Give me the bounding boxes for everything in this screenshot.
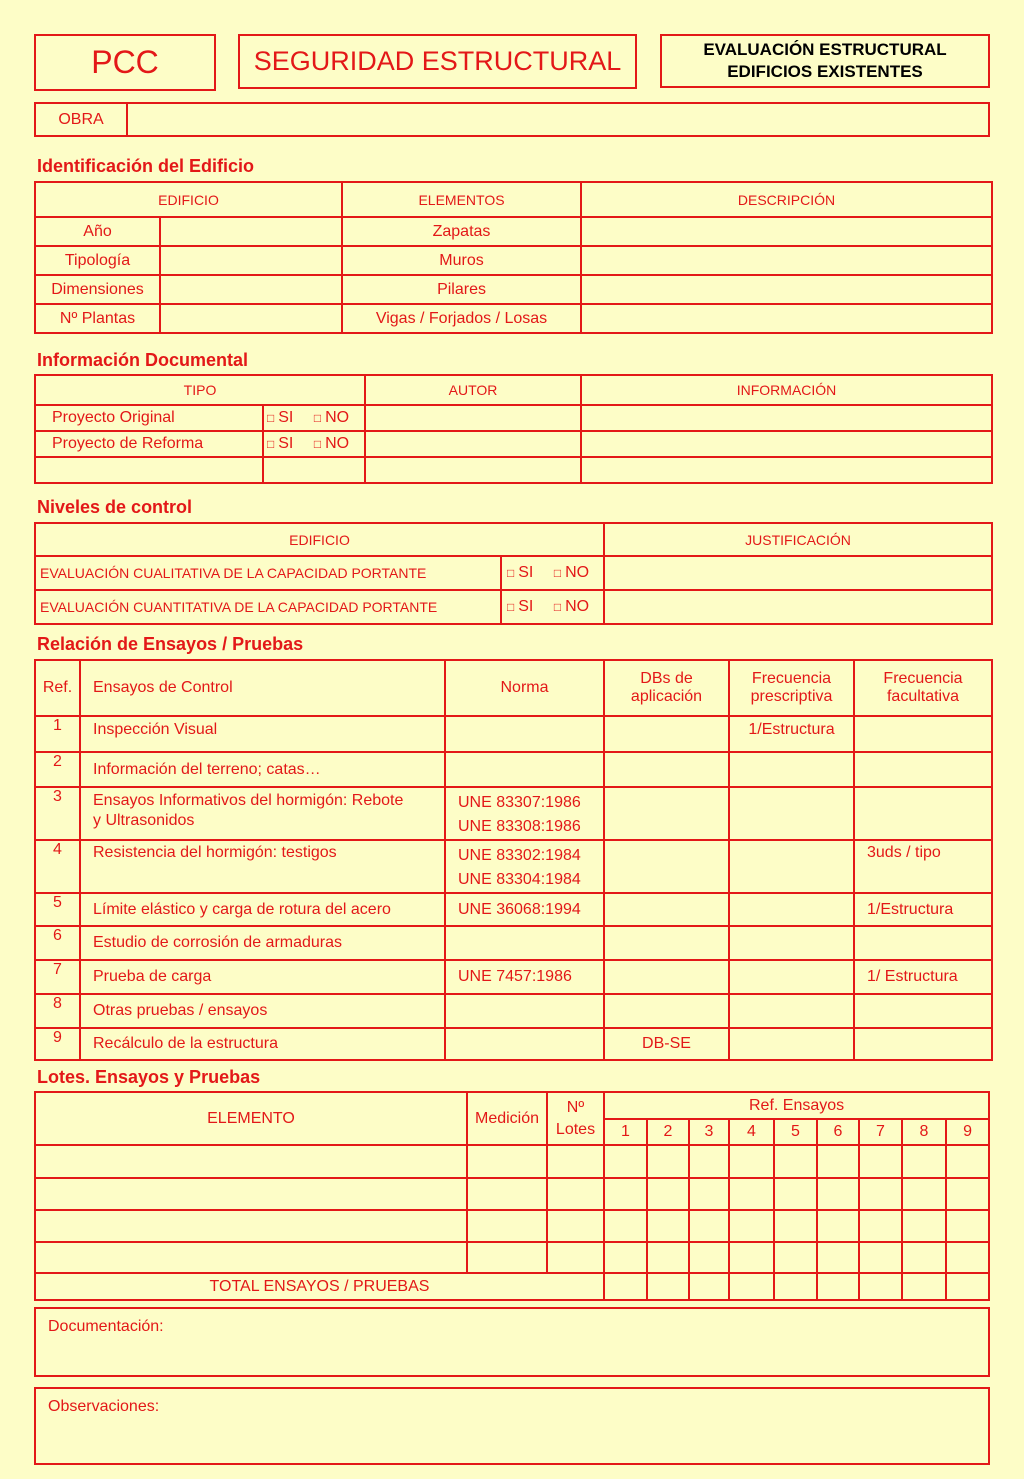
documentacion-box[interactable]	[34, 1307, 990, 1377]
description-cell[interactable]	[581, 275, 992, 304]
si-checkbox[interactable]	[507, 598, 533, 615]
ensayo-row	[35, 840, 992, 893]
elemento-cell[interactable]	[35, 1242, 467, 1273]
lotes-row	[35, 1210, 989, 1242]
niveles-header-row	[35, 523, 992, 556]
total-cell[interactable]	[946, 1273, 989, 1300]
lotes-row	[35, 1145, 989, 1178]
observaciones-box[interactable]	[34, 1387, 990, 1465]
nivel-label: EVALUACIÓN CUALITATIVA DE LA CAPACIDAD PORTANTE	[35, 556, 501, 590]
identificacion-header-row	[35, 182, 992, 217]
no-label: NO	[565, 598, 590, 615]
niveles-table	[34, 522, 993, 625]
medicion-cell[interactable]	[467, 1178, 547, 1210]
ensayo-label: Límite elástico y carga de rotura del acero	[93, 900, 391, 918]
si-no-cell[interactable]	[263, 457, 365, 483]
row-label: Nº Plantas	[35, 304, 160, 333]
lotes-row	[35, 1242, 989, 1273]
ref-cell[interactable]	[774, 1242, 817, 1273]
ref-cell: 8	[35, 994, 80, 1028]
ref-cell[interactable]	[647, 1145, 689, 1178]
ref-cell[interactable]	[647, 1242, 689, 1273]
total-cell[interactable]	[729, 1273, 774, 1300]
norma-label-2: UNE 83304:1984	[458, 871, 581, 888]
ref-cell: 6	[35, 926, 80, 960]
ref-cell: 9	[35, 1028, 80, 1060]
si-no-cell	[501, 556, 604, 590]
fac-cell	[854, 787, 992, 840]
medicion-cell[interactable]	[467, 1210, 547, 1242]
ref-cell[interactable]	[604, 1145, 647, 1178]
header-lotes-line-2: Lotes	[555, 1120, 596, 1138]
ref-cell[interactable]	[774, 1210, 817, 1242]
header-dbs-line-1: DBs de	[640, 670, 693, 687]
ensayo-row	[35, 787, 992, 840]
ref-cell[interactable]	[689, 1178, 729, 1210]
value-cell[interactable]	[160, 304, 342, 333]
autor-cell[interactable]	[365, 405, 581, 431]
ref-number: 6	[817, 1119, 859, 1145]
elemento-cell[interactable]	[35, 1145, 467, 1178]
db-cell: DB-SE	[604, 1028, 729, 1060]
total-cell[interactable]	[647, 1273, 689, 1300]
checkbox-icon: □	[507, 600, 515, 614]
header-descripcion: DESCRIPCIÓN	[581, 182, 992, 217]
ensayo-label: Inspección Visual	[93, 721, 218, 738]
informacion-cell[interactable]	[581, 405, 992, 431]
ensayo-row	[35, 716, 992, 752]
justificacion-cell[interactable]	[604, 590, 992, 624]
ensayos-table	[34, 659, 993, 1061]
ensayo-row	[35, 960, 992, 994]
ensayo-row	[35, 994, 992, 1028]
fac-cell	[854, 994, 992, 1028]
presc-cell: 1/Estructura	[729, 716, 854, 752]
ref-number: 1	[604, 1119, 647, 1145]
checkbox-icon: □	[267, 411, 275, 425]
ref-cell[interactable]	[774, 1178, 817, 1210]
norma-label: UNE 83307:1986	[458, 794, 581, 811]
si-no-cell	[501, 590, 604, 624]
ref-cell[interactable]	[604, 1242, 647, 1273]
si-label: SI	[518, 598, 534, 615]
ensayo-row	[35, 752, 992, 787]
row-label: Tipología	[35, 246, 160, 275]
fac-cell	[854, 926, 992, 960]
header-presc-line-1: Frecuencia	[751, 670, 832, 687]
norma-cell	[445, 1028, 604, 1060]
lotes-cell[interactable]	[547, 1178, 604, 1210]
ref-cell[interactable]	[604, 1178, 647, 1210]
si-label: SI	[278, 409, 294, 426]
no-checkbox[interactable]	[554, 564, 589, 581]
fac-cell	[854, 1028, 992, 1060]
ensayo-cell	[80, 960, 445, 994]
ref-number: 9	[946, 1119, 989, 1145]
informacion-cell[interactable]	[581, 431, 992, 457]
ref-cell: 5	[35, 893, 80, 926]
ensayo-label: Recálculo de la estructura	[93, 1035, 278, 1052]
norma-cell	[445, 926, 604, 960]
total-label: TOTAL ENSAYOS / PRUEBAS	[35, 1273, 604, 1300]
value-cell[interactable]	[160, 246, 342, 275]
element-label: Pilares	[342, 275, 581, 304]
header-dbs-line-2: aplicación	[630, 688, 703, 705]
tipo-label: Proyecto de Reforma	[35, 431, 263, 457]
description-cell[interactable]	[581, 246, 992, 275]
lotes-header-row	[35, 1092, 989, 1119]
db-cell	[604, 926, 729, 960]
header-ref-ensayos: Ref. Ensayos	[604, 1092, 989, 1119]
ensayo-label-2: y Ultrasonidos	[93, 812, 195, 829]
ref-cell[interactable]	[689, 1242, 729, 1273]
lotes-cell[interactable]	[547, 1210, 604, 1242]
niveles-row	[35, 590, 992, 624]
si-checkbox[interactable]	[507, 564, 533, 581]
total-cell[interactable]	[859, 1273, 902, 1300]
ref-cell[interactable]	[902, 1210, 946, 1242]
documental-row	[35, 405, 992, 431]
ref-cell[interactable]	[647, 1178, 689, 1210]
tipo-cell[interactable]	[35, 457, 263, 483]
header-edificio: EDIFICIO	[35, 523, 604, 556]
ensayo-cell	[80, 752, 445, 787]
ref-cell[interactable]	[729, 1210, 774, 1242]
ensayo-label: Otras pruebas / ensayos	[93, 1002, 268, 1019]
documental-header-row	[35, 375, 992, 405]
ref-cell[interactable]	[817, 1242, 859, 1273]
header-medicion: Medición	[467, 1092, 547, 1145]
medicion-cell[interactable]	[467, 1242, 547, 1273]
fac-cell: 3uds / tipo	[854, 840, 992, 893]
presc-cell	[729, 752, 854, 787]
tipo-label: Proyecto Original	[35, 405, 263, 431]
nivel-label: EVALUACIÓN CUANTITATIVA DE LA CAPACIDAD PORTANTE	[35, 590, 501, 624]
header-ensayos: Ensayos de Control	[80, 660, 445, 716]
ensayo-label: Resistencia del hormigón: testigos	[93, 844, 337, 861]
si-label: SI	[518, 564, 534, 581]
autor-cell[interactable]	[365, 431, 581, 457]
presc-cell	[729, 1028, 854, 1060]
ref-cell[interactable]	[774, 1145, 817, 1178]
norma-label: UNE 36068:1994	[458, 900, 581, 918]
ref-cell[interactable]	[604, 1210, 647, 1242]
si-no-cell	[263, 431, 365, 457]
ref-cell[interactable]	[902, 1242, 946, 1273]
presc-cell	[729, 960, 854, 994]
value-cell[interactable]	[160, 217, 342, 246]
ref-cell: 7	[35, 960, 80, 994]
header-edificio: EDIFICIO	[35, 182, 342, 217]
medicion-cell[interactable]	[467, 1145, 547, 1178]
ensayo-row	[35, 1028, 992, 1060]
ref-cell[interactable]	[946, 1178, 989, 1210]
header-lotes-line-1: Nº	[566, 1098, 585, 1116]
row-label: Año	[35, 217, 160, 246]
ref-cell[interactable]	[859, 1242, 902, 1273]
ref-cell[interactable]	[902, 1178, 946, 1210]
description-cell[interactable]	[581, 304, 992, 333]
no-label: NO	[325, 435, 350, 452]
total-cell[interactable]	[689, 1273, 729, 1300]
obra-input[interactable]	[128, 104, 988, 135]
seguridad-title	[238, 34, 637, 89]
ref-cell: 3	[35, 787, 80, 840]
ref-number: 3	[689, 1119, 729, 1145]
lotes-cell[interactable]	[547, 1145, 604, 1178]
ref-cell[interactable]	[729, 1145, 774, 1178]
element-label: Vigas / Forjados / Losas	[342, 304, 581, 333]
identificacion-table	[34, 181, 993, 334]
ref-cell: 2	[35, 752, 80, 787]
niveles-title: Niveles de control	[37, 497, 193, 517]
informacion-cell[interactable]	[581, 457, 992, 483]
ref-number: 5	[774, 1119, 817, 1145]
ensayo-row	[35, 893, 992, 926]
header-presc-line-2: prescriptiva	[750, 688, 833, 705]
no-checkbox[interactable]	[314, 409, 349, 426]
ensayo-cell	[80, 840, 445, 893]
fac-cell	[854, 716, 992, 752]
norma-label: UNE 83302:1984	[458, 847, 581, 864]
elemento-cell[interactable]	[35, 1210, 467, 1242]
no-label: NO	[565, 564, 590, 581]
ref-number: 4	[729, 1119, 774, 1145]
ref-number: 7	[859, 1119, 902, 1145]
header-facultativa	[854, 660, 992, 716]
ref-cell[interactable]	[817, 1178, 859, 1210]
documental-row	[35, 431, 992, 457]
identificacion-row	[35, 246, 992, 275]
norma-label-2: UNE 83308:1986	[458, 818, 581, 835]
ref-cell[interactable]	[859, 1178, 902, 1210]
element-label: Zapatas	[342, 217, 581, 246]
ensayo-label: Estudio de corrosión de armaduras	[93, 934, 343, 951]
ensayo-cell	[80, 787, 445, 840]
si-checkbox[interactable]	[267, 435, 293, 452]
si-no-cell	[263, 405, 365, 431]
norma-cell	[445, 960, 604, 994]
elemento-cell[interactable]	[35, 1178, 467, 1210]
norma-cell	[445, 840, 604, 893]
si-label: SI	[278, 435, 294, 452]
checkbox-icon: □	[553, 566, 562, 580]
checkbox-icon: □	[507, 566, 515, 580]
pcc-label: PCC	[91, 44, 159, 80]
ref-cell: 1	[35, 716, 80, 752]
ensayo-cell	[80, 926, 445, 960]
norma-label: UNE 7457:1986	[458, 968, 572, 985]
ref-cell[interactable]	[729, 1242, 774, 1273]
ensayo-label: Prueba de carga	[93, 968, 212, 985]
no-checkbox[interactable]	[554, 598, 589, 615]
lotes-title: Lotes. Ensayos y Pruebas	[37, 1067, 261, 1087]
total-cell[interactable]	[774, 1273, 817, 1300]
header-ref: Ref.	[35, 660, 80, 716]
evaluacion-line-1: EVALUACIÓN ESTRUCTURAL	[703, 40, 947, 59]
documentacion-label: Documentación:	[48, 1318, 164, 1335]
norma-cell	[445, 716, 604, 752]
header-dbs	[604, 660, 729, 716]
total-cell[interactable]	[902, 1273, 946, 1300]
ensayo-cell	[80, 893, 445, 926]
ensayos-title: Relación de Ensayos / Pruebas	[37, 634, 304, 654]
description-cell[interactable]	[581, 217, 992, 246]
norma-cell	[445, 994, 604, 1028]
lotes-table	[34, 1091, 990, 1301]
ensayos-header-row	[35, 660, 992, 716]
ref-cell[interactable]	[946, 1145, 989, 1178]
db-cell	[604, 752, 729, 787]
documental-row	[35, 457, 992, 483]
lotes-total-row	[35, 1273, 989, 1300]
ensayo-label: Ensayos Informativos del hormigón: Rebote	[93, 792, 404, 809]
ref-cell[interactable]	[946, 1242, 989, 1273]
ensayo-row	[35, 926, 992, 960]
ref-cell: 4	[35, 840, 80, 893]
documental-title: Información Documental	[37, 350, 249, 370]
ref-cell[interactable]	[689, 1145, 729, 1178]
ref-cell[interactable]	[647, 1210, 689, 1242]
norma-cell	[445, 893, 604, 926]
db-cell	[604, 716, 729, 752]
evaluacion-line-2: EDIFICIOS EXISTENTES	[727, 62, 923, 81]
fac-cell: 1/ Estructura	[854, 960, 992, 994]
checkbox-icon: □	[313, 411, 322, 425]
niveles-row	[35, 556, 992, 590]
header-lotes	[547, 1092, 604, 1145]
ensayo-cell	[80, 994, 445, 1028]
obra-field	[34, 102, 990, 137]
db-cell	[604, 994, 729, 1028]
header-informacion: INFORMACIÓN	[581, 375, 992, 405]
header-prescriptiva	[729, 660, 854, 716]
checkbox-icon: □	[553, 600, 562, 614]
norma-cell	[445, 752, 604, 787]
identificacion-row	[35, 275, 992, 304]
justificacion-cell[interactable]	[604, 556, 992, 590]
pcc-title	[34, 34, 216, 91]
no-label: NO	[325, 409, 350, 426]
observaciones-label: Observaciones:	[48, 1398, 160, 1415]
ref-cell[interactable]	[817, 1145, 859, 1178]
lotes-row	[35, 1178, 989, 1210]
header-fac-line-1: Frecuencia	[883, 670, 963, 687]
fac-cell: 1/Estructura	[854, 893, 992, 926]
header-norma: Norma	[445, 660, 604, 716]
lotes-cell[interactable]	[547, 1242, 604, 1273]
checkbox-icon: □	[313, 437, 322, 451]
autor-cell[interactable]	[365, 457, 581, 483]
identificacion-title: Identificación del Edificio	[37, 156, 255, 176]
si-checkbox[interactable]	[267, 409, 293, 426]
ensayo-cell	[80, 716, 445, 752]
no-checkbox[interactable]	[314, 435, 349, 452]
norma-cell	[445, 787, 604, 840]
presc-cell	[729, 840, 854, 893]
db-cell	[604, 787, 729, 840]
ref-cell[interactable]	[859, 1210, 902, 1242]
header-justificacion: JUSTIFICACIÓN	[604, 523, 992, 556]
ref-cell[interactable]	[859, 1145, 902, 1178]
presc-cell	[729, 893, 854, 926]
fac-cell	[854, 752, 992, 787]
ref-cell[interactable]	[729, 1178, 774, 1210]
identificacion-row	[35, 217, 992, 246]
ref-cell[interactable]	[902, 1145, 946, 1178]
row-label: Dimensiones	[35, 275, 160, 304]
ensayo-label: Información del terreno; catas…	[93, 760, 321, 778]
ref-number: 8	[902, 1119, 946, 1145]
presc-cell	[729, 994, 854, 1028]
header-autor: AUTOR	[365, 375, 581, 405]
total-cell[interactable]	[817, 1273, 859, 1300]
documental-table	[34, 374, 993, 484]
element-label: Muros	[342, 246, 581, 275]
obra-label: OBRA	[36, 104, 128, 135]
ref-cell[interactable]	[946, 1210, 989, 1242]
ref-cell[interactable]	[817, 1210, 859, 1242]
checkbox-icon: □	[267, 437, 275, 451]
db-cell	[604, 840, 729, 893]
db-cell	[604, 893, 729, 926]
header-elementos: ELEMENTOS	[342, 182, 581, 217]
header-tipo: TIPO	[35, 375, 365, 405]
header-elemento: ELEMENTO	[35, 1092, 467, 1145]
presc-cell	[729, 787, 854, 840]
presc-cell	[729, 926, 854, 960]
header-fac-line-2: facultativa	[886, 688, 960, 705]
db-cell	[604, 960, 729, 994]
evaluacion-title	[660, 34, 990, 88]
ref-number: 2	[647, 1119, 689, 1145]
seguridad-label: SEGURIDAD ESTRUCTURAL	[253, 46, 622, 76]
identificacion-row	[35, 304, 992, 333]
value-cell[interactable]	[160, 275, 342, 304]
total-cell[interactable]	[604, 1273, 647, 1300]
ensayo-cell	[80, 1028, 445, 1060]
ref-cell[interactable]	[689, 1210, 729, 1242]
